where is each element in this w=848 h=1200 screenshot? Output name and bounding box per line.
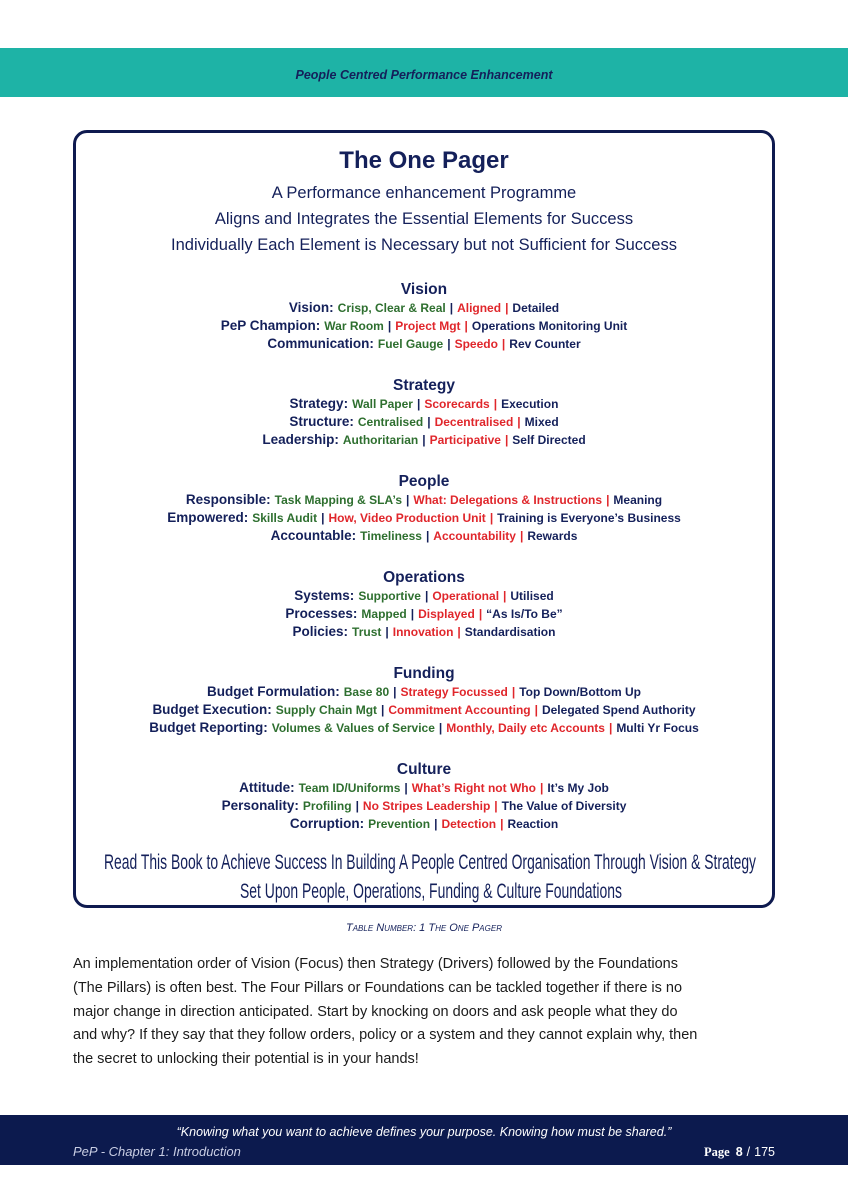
line-item-navy: Rewards	[527, 529, 578, 543]
line-item-green: Base 80	[343, 685, 390, 699]
line-item-navy: Self Directed	[512, 433, 586, 447]
line-item-green: Skills Audit	[252, 511, 318, 525]
separator: |	[503, 589, 507, 603]
section-people	[76, 473, 772, 569]
section-line	[76, 299, 772, 317]
separator: |	[500, 817, 504, 831]
separator: |	[519, 529, 524, 543]
line-item-red: Commitment Accounting	[388, 703, 531, 717]
line-item-green: Supportive	[358, 589, 421, 603]
line-label: Personality:	[221, 798, 299, 813]
one-pager-sections	[76, 281, 772, 857]
line-item-red: Displayed	[418, 607, 475, 621]
paragraph-line: (The Pillars) is often best. The Four Pillars or Foundations can be tackled together if there is no	[73, 979, 683, 996]
subtitle-line: Individually Each Element is Necessary but not Sufficient for Success	[171, 236, 677, 254]
line-label: Empowered:	[167, 510, 249, 525]
line-item-navy: Training is Everyone’s Business	[497, 511, 681, 525]
line-item-green: Profiling	[302, 799, 352, 813]
section-heading: Vision	[400, 281, 448, 298]
paragraph-line: An implementation order of Vision (Focus) then Strategy (Drivers) followed by the Foundations	[73, 956, 678, 972]
separator: |	[608, 721, 613, 735]
section-heading: Culture	[396, 761, 452, 778]
separator: |	[387, 319, 392, 333]
subtitle-line: Aligns and Integrates the Essential Elements for Success	[214, 210, 634, 228]
line-item-red: Speedo	[454, 337, 498, 351]
section-line	[76, 317, 772, 335]
separator: |	[511, 685, 516, 699]
section-line	[76, 335, 772, 353]
line-item-green: Wall Paper	[352, 397, 413, 411]
line-item-navy: Top Down/Bottom Up	[519, 685, 641, 699]
section-heading: Strategy	[392, 377, 456, 394]
line-label: PeP Champion:	[220, 318, 321, 333]
line-item-navy: Multi Yr Focus	[616, 721, 699, 735]
separator: |	[493, 397, 498, 411]
line-label: Budget Execution:	[152, 702, 272, 717]
one-pager-subtitles	[76, 180, 772, 258]
line-item-red: Strategy Focussed	[400, 685, 508, 699]
separator: |	[438, 721, 443, 735]
section-line	[76, 491, 772, 509]
section-operations	[76, 569, 772, 665]
line-item-green: Volumes & Values of Service	[271, 721, 435, 735]
line-item-red: What: Delegations & Instructions	[413, 493, 603, 507]
line-label: Systems:	[294, 588, 355, 603]
section-line	[76, 413, 772, 431]
closing-line: Read This Book to Achieve Success In Building A People Centred Organisation Through Vision & Strategy	[104, 851, 757, 874]
line-item-red: Scorecards	[424, 397, 490, 411]
separator: |	[406, 493, 410, 507]
line-item-red: Innovation	[392, 625, 454, 639]
line-item-green: Task Mapping & SLA’s	[274, 493, 403, 507]
line-item-red: Operational	[432, 589, 500, 603]
line-item-green: Trust	[352, 625, 382, 639]
separator: |	[457, 625, 461, 639]
section-strategy	[76, 377, 772, 473]
separator: |	[425, 529, 430, 543]
separator: |	[422, 433, 426, 447]
line-label: Budget Reporting:	[149, 720, 268, 735]
section-line	[76, 527, 772, 545]
paragraph-line: and why? If they say that they follow orders, policy or a system and they cannot explain why, then	[73, 1027, 698, 1044]
line-label: Structure:	[289, 414, 354, 429]
line-item-green: Centralised	[357, 415, 424, 429]
line-label: Policies:	[292, 624, 349, 639]
page-number: 8	[735, 1145, 743, 1159]
section-line	[76, 431, 772, 449]
footer-band	[0, 1115, 848, 1165]
separator: |	[410, 607, 415, 621]
line-item-red: Decentralised	[434, 415, 514, 429]
line-item-green: Prevention	[368, 817, 431, 831]
closing-line: Set Upon People, Operations, Funding & Culture Foundations	[240, 880, 622, 903]
line-item-navy: Meaning	[613, 493, 663, 507]
line-item-green: Fuel Gauge	[377, 337, 444, 351]
separator: |	[505, 301, 509, 315]
page-separator: /	[746, 1145, 751, 1159]
line-label: Leadership:	[262, 432, 339, 447]
footer-quote: “Knowing what you want to achieve defines your purpose. Knowing how must be shared.”	[176, 1125, 672, 1139]
section-vision	[76, 281, 772, 377]
separator: |	[489, 511, 494, 525]
section-line	[76, 587, 772, 605]
separator: |	[321, 511, 325, 525]
section-line	[76, 605, 772, 623]
line-item-navy: Detailed	[512, 301, 560, 315]
one-pager-title: The One Pager	[339, 147, 509, 174]
separator: |	[393, 685, 397, 699]
line-item-red: Participative	[429, 433, 501, 447]
line-item-red: What’s Right not Who	[411, 781, 536, 795]
separator: |	[606, 493, 610, 507]
separator: |	[424, 589, 429, 603]
line-item-green: War Room	[324, 319, 384, 333]
section-line	[76, 797, 772, 815]
line-item-green: Crisp, Clear & Real	[337, 301, 446, 315]
section-line	[76, 623, 772, 641]
separator: |	[385, 625, 389, 639]
line-item-green: Team ID/Uniforms	[298, 781, 401, 795]
line-item-navy: The Value of Diversity	[501, 799, 627, 813]
table-caption: Table Number: 1 The One Pager	[346, 922, 502, 934]
header-band	[0, 48, 848, 97]
line-item-red: No Stripes Leadership	[362, 799, 491, 813]
section-line	[76, 395, 772, 413]
separator: |	[464, 319, 468, 333]
line-label: Processes:	[285, 606, 358, 621]
separator: |	[416, 397, 421, 411]
paragraph-line: the secret to unlocking their potential is in your hands!	[73, 1051, 419, 1067]
separator: |	[478, 607, 483, 621]
line-item-navy: Execution	[501, 397, 559, 411]
subtitle-line: A Performance enhancement Programme	[271, 184, 577, 202]
line-item-red: Project Mgt	[395, 319, 461, 333]
separator: |	[404, 781, 408, 795]
separator: |	[381, 703, 385, 717]
separator: |	[517, 415, 521, 429]
line-label: Communication:	[267, 336, 374, 351]
paragraph-line: major change in direction anticipated. Start by knocking on doors and ask people what they do	[73, 1003, 678, 1020]
separator: |	[534, 703, 538, 717]
separator: |	[449, 301, 454, 315]
line-item-red: How, Video Production Unit	[328, 511, 486, 525]
separator: |	[447, 337, 451, 351]
separator: |	[539, 781, 544, 795]
body-paragraph	[73, 953, 775, 1072]
separator: |	[494, 799, 498, 813]
line-item-navy: Operations Monitoring Unit	[471, 319, 628, 333]
one-pager-box	[73, 130, 775, 908]
separator: |	[355, 799, 359, 813]
line-label: Strategy:	[289, 396, 349, 411]
line-item-red: Monthly, Daily etc Accounts	[446, 721, 605, 735]
page-total: 175	[754, 1145, 775, 1159]
separator: |	[501, 337, 506, 351]
section-line	[76, 701, 772, 719]
line-label: Budget Formulation:	[207, 684, 340, 699]
line-item-green: Supply Chain Mgt	[275, 703, 378, 717]
line-item-red: Aligned	[457, 301, 502, 315]
line-item-red: Detection	[441, 817, 497, 831]
line-item-navy: “As Is/To Be”	[486, 607, 563, 621]
page-label: Page	[704, 1145, 730, 1159]
section-heading: Funding	[393, 665, 455, 682]
section-line	[76, 815, 772, 833]
line-item-navy: Delegated Spend Authority	[541, 703, 696, 717]
section-line	[76, 683, 772, 701]
line-item-red: Accountability	[433, 529, 516, 543]
line-item-green: Mapped	[361, 607, 407, 621]
one-pager-closing	[76, 845, 772, 905]
line-item-navy: Rev Counter	[509, 337, 581, 351]
footer-chapter: PeP - Chapter 1: Introduction	[73, 1144, 241, 1159]
line-item-navy: It’s My Job	[547, 781, 609, 795]
line-item-navy: Mixed	[524, 415, 559, 429]
line-label: Accountable:	[270, 528, 357, 543]
section-line	[76, 719, 772, 737]
section-funding	[76, 665, 772, 761]
line-item-navy: Reaction	[507, 817, 559, 831]
line-item-green: Authoritarian	[342, 433, 419, 447]
line-item-green: Timeliness	[360, 529, 422, 543]
section-heading: People	[398, 473, 450, 490]
section-line	[76, 509, 772, 527]
line-label: Attitude:	[239, 780, 295, 795]
line-label: Vision:	[288, 300, 334, 315]
line-item-navy: Utilised	[510, 589, 554, 603]
running-header-title: People Centred Performance Enhancement	[295, 68, 553, 82]
page-indicator	[704, 1144, 775, 1160]
section-heading: Operations	[383, 569, 465, 586]
section-culture	[76, 761, 772, 857]
section-line	[76, 779, 772, 797]
line-item-navy: Standardisation	[464, 625, 556, 639]
line-label: Corruption:	[289, 816, 365, 831]
separator: |	[504, 433, 509, 447]
separator: |	[434, 817, 438, 831]
separator: |	[427, 415, 431, 429]
line-label: Responsible:	[185, 492, 271, 507]
